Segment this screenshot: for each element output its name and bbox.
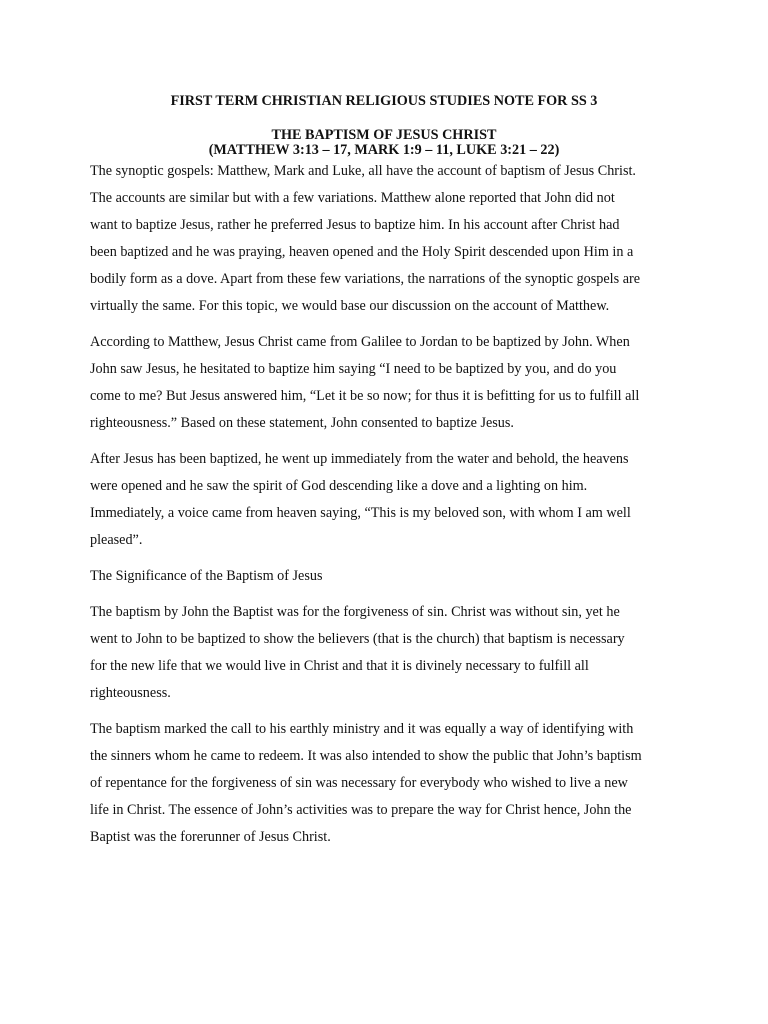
text-line: the sinners whom he came to redeem. It was also intended to show the public that John’s baptism — [90, 748, 642, 764]
text-line: righteousness. — [90, 685, 171, 701]
text-line: The baptism marked the call to his earthly ministry and it was equally a way of identifying with — [90, 721, 634, 737]
text-line: pleased”. — [90, 532, 143, 548]
text-line: After Jesus has been baptized, he went up immediately from the water and behold, the heavens — [90, 451, 629, 467]
text-line: were opened and he saw the spirit of God descending like a dove and a lighting on him. — [90, 478, 588, 494]
text-line: want to baptize Jesus, rather he preferred Jesus to baptize him. In his account after Christ had — [90, 217, 620, 233]
paragraph-forgiveness-of-sin — [90, 599, 678, 707]
section-subheading: The Significance of the Baptism of Jesus — [90, 568, 323, 584]
text-line: According to Matthew, Jesus Christ came from Galilee to Jordan to be baptized by John. When — [90, 334, 630, 350]
text-line: went to John to be baptized to show the believers (that is the church) that baptism is necessary — [90, 631, 625, 647]
text-line: righteousness.” Based on these statement, John consented to baptize Jesus. — [90, 415, 514, 431]
text-line: been baptized and he was praying, heaven opened and the Holy Spirit descended upon Him in a — [90, 244, 634, 260]
paragraph-synoptic-gospels — [90, 158, 678, 320]
text-line: bodily form as a dove. Apart from these few variations, the narrations of the synoptic gospels are — [90, 271, 641, 287]
text-line: Baptist was the forerunner of Jesus Christ. — [90, 829, 331, 845]
topic-references: (MATTHEW 3:13 – 17, MARK 1:9 – 11, LUKE 3:21 – 22) — [208, 142, 560, 158]
document-title: FIRST TERM CHRISTIAN RELIGIOUS STUDIES NOTE FOR SS 3 — [170, 93, 598, 109]
document-page — [90, 92, 678, 860]
paragraph-according-to-matthew — [90, 329, 678, 437]
text-line: The baptism by John the Baptist was for the forgiveness of sin. Christ was without sin, yet he — [90, 604, 620, 620]
paragraph-earthly-ministry — [90, 716, 678, 851]
text-line: life in Christ. The essence of John’s activities was to prepare the way for Christ hence, John the — [90, 802, 632, 818]
text-line: for the new life that we would live in Christ and that it is divinely necessary to fulfill all — [90, 658, 589, 674]
text-line: come to me? But Jesus answered him, “Let it be so now; for thus it is befitting for us to fulfill all — [90, 388, 640, 404]
text-line: The synoptic gospels: Matthew, Mark and Luke, all have the account of baptism of Jesus Christ. — [90, 163, 636, 179]
text-line: The accounts are similar but with a few variations. Matthew alone reported that John did not — [90, 190, 615, 206]
paragraph-after-baptism — [90, 446, 678, 554]
text-line: John saw Jesus, he hesitated to baptize him saying “I need to be baptized by you, and do you — [90, 361, 617, 377]
text-line: virtually the same. For this topic, we would base our discussion on the account of Matthew. — [90, 298, 610, 314]
topic-heading — [90, 128, 678, 158]
text-line: Immediately, a voice came from heaven saying, “This is my beloved son, with whom I am well — [90, 505, 631, 521]
text-line: of repentance for the forgiveness of sin was necessary for everybody who wished to live a new — [90, 775, 628, 791]
topic-title: THE BAPTISM OF JESUS CHRIST — [271, 127, 497, 143]
